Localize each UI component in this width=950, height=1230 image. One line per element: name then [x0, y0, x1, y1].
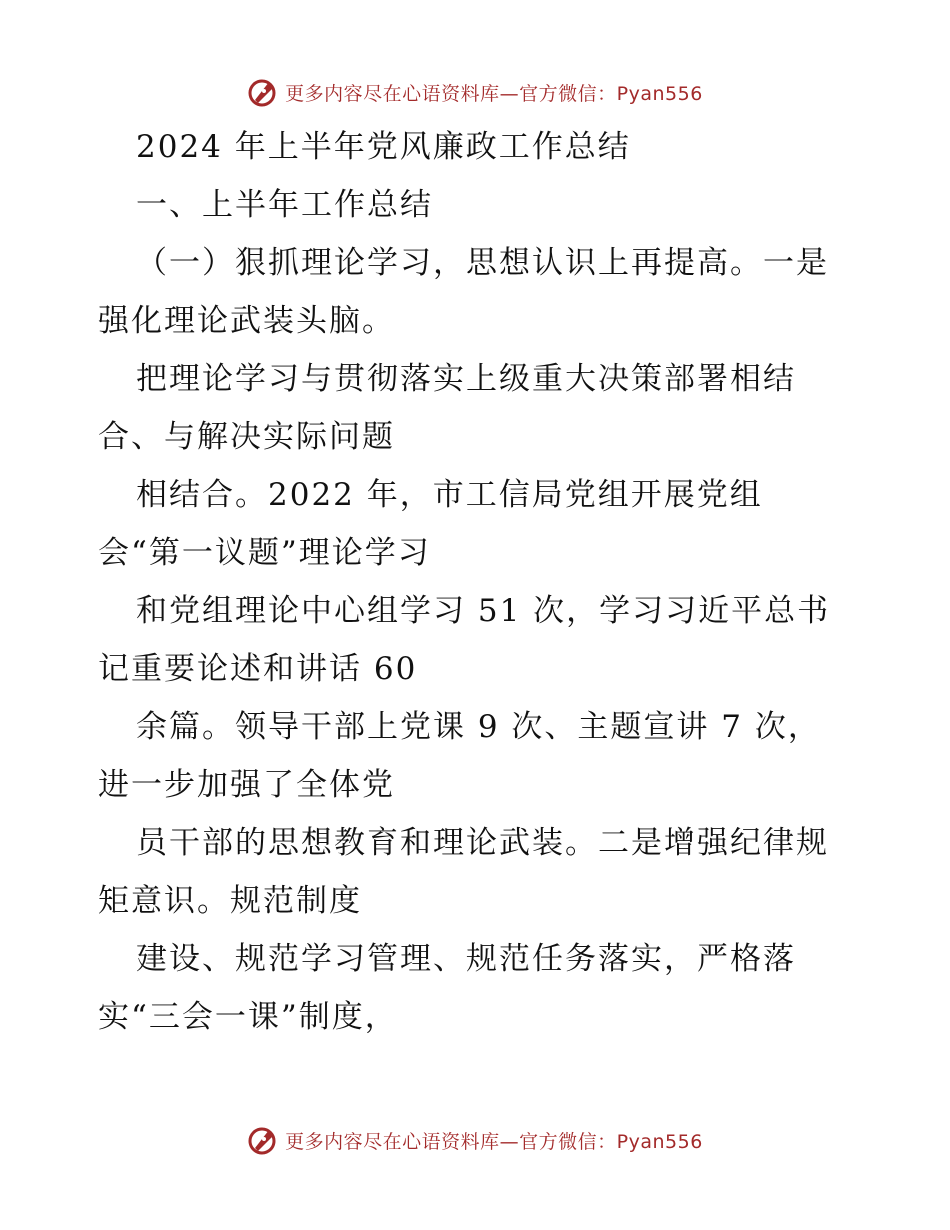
paragraph-line: 员干部的思想教育和理论武装。二是增强纪律规: [136, 825, 829, 861]
footer-watermark: [0, 1120, 950, 1160]
paragraph-line: 强化理论武装头脑。: [98, 303, 395, 339]
paragraph-line: 会“第一议题”理论学习: [98, 535, 431, 571]
header-watermark: [0, 72, 950, 112]
paragraph-line: （一）狠抓理论学习，思想认识上再提高。一是: [136, 245, 829, 281]
watermark-text: 更多内容尽在心语资料库—官方微信：Pyan556: [285, 1130, 703, 1153]
pen-nib-logo-icon: [247, 76, 279, 108]
section-heading: 一、上半年工作总结: [136, 187, 433, 223]
paragraph-line: 进一步加强了全体党: [98, 767, 395, 803]
document-title: 2024 年上半年党风廉政工作总结: [136, 129, 631, 165]
watermark-text: 更多内容尽在心语资料库—官方微信：Pyan556: [285, 82, 703, 105]
paragraph-line: 相结合。2022 年，市工信局党组开展党组: [136, 477, 763, 513]
pen-nib-logo-icon: [247, 1124, 279, 1156]
paragraph-line: 把理论学习与贯彻落实上级重大决策部署相结: [136, 361, 796, 397]
paragraph-line: 合、与解决实际问题: [98, 419, 395, 455]
paragraph-line: 记重要论述和讲话 60: [98, 651, 418, 687]
paragraph-line: 矩意识。规范制度: [98, 883, 362, 919]
paragraph-line: 和党组理论中心组学习 51 次，学习习近平总书: [136, 593, 831, 629]
paragraph-line: 建设、规范学习管理、规范任务落实，严格落: [136, 941, 796, 977]
document-body: [98, 118, 858, 1046]
paragraph-line: 余篇。领导干部上党课 9 次、主题宣讲 7 次，: [136, 709, 821, 745]
paragraph-line: 实“三会一课”制度，: [98, 999, 398, 1035]
